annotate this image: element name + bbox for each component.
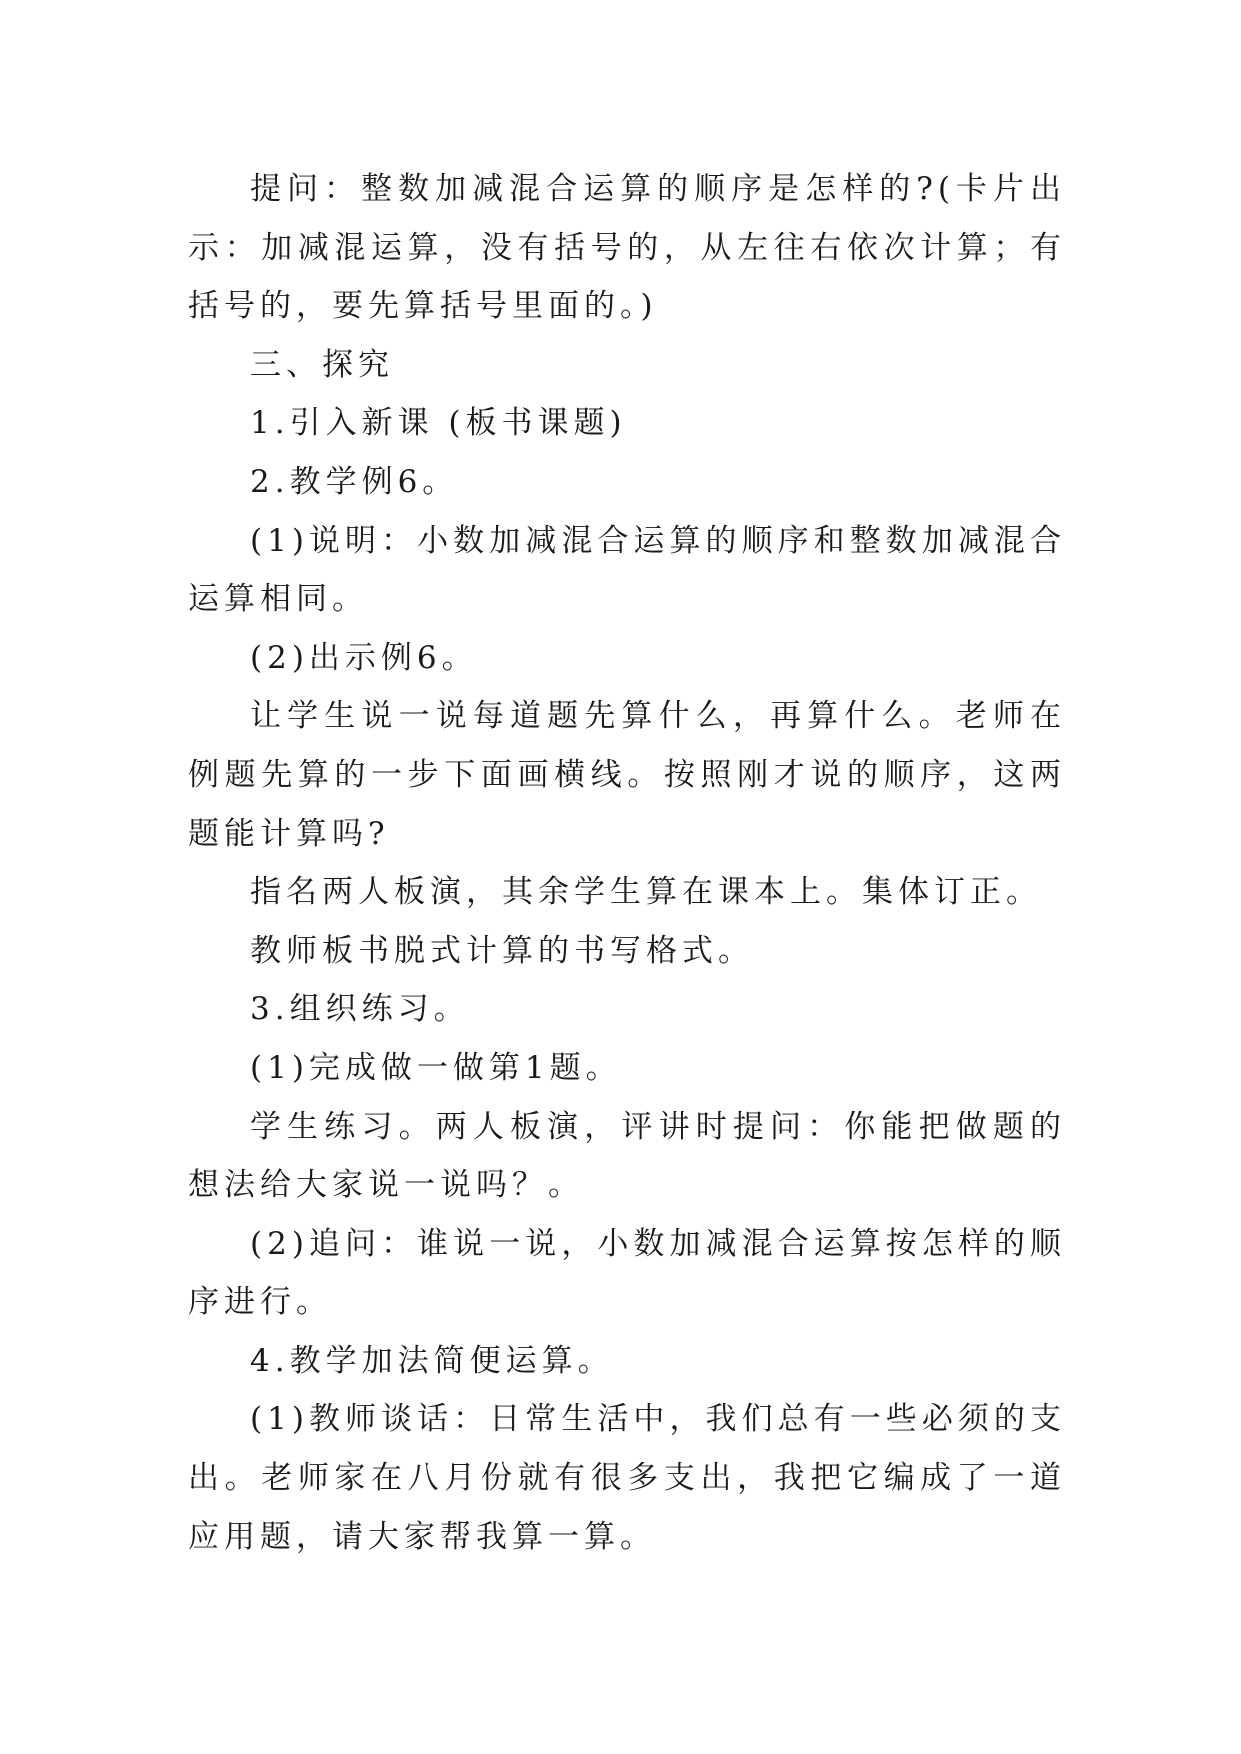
paragraph-step-2-1: (1)说明：小数加减混合运算的顺序和整数加减混合运算相同。 [188, 522, 1066, 618]
paragraph-step-4-1: (1)教师谈话：日常生活中，我们总有一些必须的支出。老师家在八月份就有很多支出，我把它编成了一道应用题，请大家帮我算一算。 [188, 1401, 1066, 1555]
paragraph-students-discuss: 让学生说一说每道题先算什么，再算什么。老师在例题先算的一步下面画横线。按照刚才说的顺序，这两题能计算吗? [188, 698, 1066, 852]
paragraph-student-practice: 学生练习。两人板演，评讲时提问：你能把做题的想法给大家说一说吗？。 [188, 1108, 1066, 1204]
paragraph-step-3-2: (2)追问：谁说一说，小数加减混合运算按怎样的顺序进行。 [188, 1225, 1066, 1321]
paragraph-step-1: 1.引入新课 (板书课题) [250, 405, 627, 442]
paragraph-board-demo: 指名两人板演，其余学生算在课本上。集体订正。 [250, 874, 1042, 911]
paragraph-step-3: 3.组织练习。 [250, 991, 470, 1028]
paragraph-step-2: 2.教学例6。 [250, 463, 459, 500]
paragraph-step-4: 4.教学加法简便运算。 [250, 1342, 614, 1379]
document-body [188, 160, 1066, 1566]
paragraph-teacher-writes: 教师板书脱式计算的书写格式。 [250, 932, 754, 969]
section-heading-explore: 三、探究 [250, 346, 394, 383]
paragraph-step-2-2: (2)出示例6。 [250, 639, 478, 676]
paragraph-step-3-1: (1)完成做一做第1题。 [250, 1049, 622, 1086]
paragraph-question: 提问：整数加减混合运算的顺序是怎样的?(卡片出示：加减混运算，没有括号的，从左往右依次计算；有括号的，要先算括号里面的。) [188, 171, 1066, 325]
